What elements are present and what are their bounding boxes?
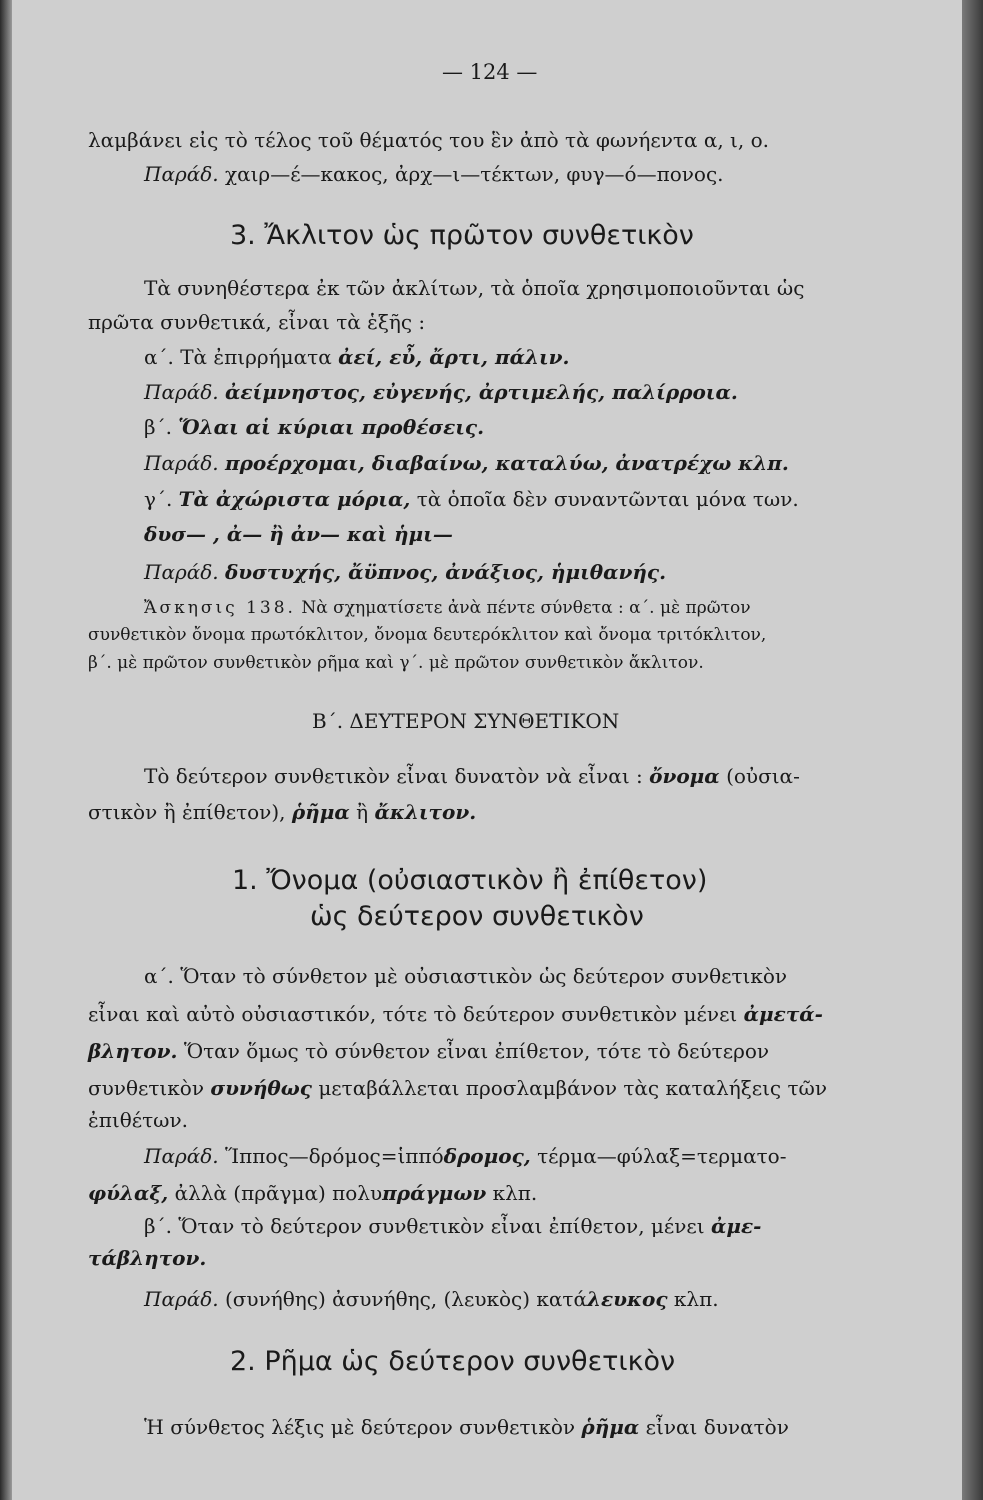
example-label: Παράδ. xyxy=(144,1144,219,1168)
example-line xyxy=(144,558,666,586)
text: Ἡ σύνθετος λέξις μὲ δεύτερον συνθετικὸν xyxy=(144,1415,576,1439)
text: τὰ ὁποῖα δὲν συναντῶνται μόνα των. xyxy=(416,487,799,511)
text-line xyxy=(144,1212,761,1240)
text: ἢ xyxy=(356,800,369,824)
text: εἶναι δυνατὸν xyxy=(645,1415,789,1439)
text: εἶναι καὶ αὐτὸ οὐσιαστικόν, τότε τὸ δεύτερον συνθετικὸν μένει xyxy=(88,1002,738,1026)
page-edge-shadow xyxy=(962,0,983,1500)
text-line: Τὰ συνηθέστερα ἐκ τῶν ἀκλίτων, τὰ ὁποῖα χρησιμοποιοῦνται ὡς xyxy=(144,276,805,300)
list-item-c xyxy=(144,485,799,513)
page-number: — 124 — xyxy=(442,60,538,84)
exercise-line xyxy=(144,596,751,620)
text-line: ἐπιθέτων. xyxy=(88,1108,189,1132)
bold-term: δρομος, xyxy=(443,1144,531,1168)
text: (οὐσια- xyxy=(726,764,800,788)
bold-term: ῥῆμα xyxy=(291,800,350,824)
text-line: λαμβάνει εἰς τὸ τέλος τοῦ θέματός του ἓν ἀπὸ τὰ φωνήεντα α, ι, ο. xyxy=(88,128,770,152)
bold-term: ἀμετά- xyxy=(743,1002,823,1026)
bold-term: Τὰ ἀχώριστα μόρια, xyxy=(178,487,411,511)
example-line xyxy=(144,1285,719,1313)
text: συνθετικὸν xyxy=(88,1076,204,1100)
text-line xyxy=(88,798,476,826)
section-heading-B: Β΄. ΔΕΥΤΕΡΟΝ ΣΥΝΘΕΤΙΚΟΝ xyxy=(312,709,620,733)
example-line xyxy=(144,378,738,406)
bold-term: ἀεί, εὖ, ἄρτι, πάλιν. xyxy=(338,345,570,369)
example-label: Παράδ. xyxy=(144,380,219,404)
bold-term: συνήθως xyxy=(210,1076,312,1100)
example-line xyxy=(88,1179,537,1207)
section-heading-1-cont: ὡς δεύτερον συνθετικὸν xyxy=(310,901,644,932)
text: Ἵππος—δρόμος=ἱππό xyxy=(224,1144,444,1168)
list-item-a xyxy=(144,343,570,371)
text: κλπ. xyxy=(492,1181,538,1205)
text-line xyxy=(144,762,800,790)
text: Ὅταν ὅμως τὸ σύνθετον εἶναι ἐπίθετον, τότε τὸ δεύτερον xyxy=(183,1039,770,1063)
example-label: Παράδ. xyxy=(144,451,219,475)
bold-term: φύλαξ, xyxy=(88,1181,169,1205)
section-heading-1: 1. Ὄνομα (οὐσιαστικὸν ἢ ἐπίθετον) xyxy=(232,865,708,896)
section-heading-3: 3. Ἄκλιτον ὡς πρῶτον συνθετικὸν xyxy=(230,220,694,251)
example-line xyxy=(144,160,724,188)
list-marker: γ΄. xyxy=(144,487,173,511)
example-text: προέρχομαι, διαβαίνω, καταλύω, ἀνατρέχω κλπ. xyxy=(224,451,789,475)
bold-term: ἄκλιτον. xyxy=(374,800,477,824)
exercise-line: συνθετικὸν ὄνομα πρωτόκλιτον, ὄνομα δευτερόκλιτον καὶ ὄνομα τριτόκλιτον, xyxy=(88,625,767,645)
bold-term: ὄνομα xyxy=(649,764,720,788)
text-line: α΄. Ὅταν τὸ σύνθετον μὲ οὐσιαστικὸν ὡς δεύτερον συνθετικὸν xyxy=(144,964,788,988)
example-text: δυστυχής, ἄϋπνος, ἀνάξιος, ἡμιθανής. xyxy=(224,560,667,584)
bold-term: τάβλητον. xyxy=(88,1246,207,1270)
exercise-line: β΄. μὲ πρῶτον συνθετικὸν ρῆμα καὶ γ΄. μὲ πρῶτον συνθετικὸν ἄκλιτον. xyxy=(88,653,704,673)
text: τέρμα—φύλαξ=τερματο- xyxy=(537,1144,787,1168)
section-heading-2: 2. Ρῆμα ὡς δεύτερον συνθετικὸν xyxy=(230,1346,676,1377)
list-marker: β΄. xyxy=(144,415,172,439)
example-label: Παράδ. xyxy=(144,1287,219,1311)
text: κλπ. xyxy=(673,1287,719,1311)
text: ἀλλὰ (πρᾶγμα) πολυ xyxy=(174,1181,383,1205)
text-line xyxy=(144,1413,789,1441)
text-line: πρῶτα συνθετικά, εἶναι τὰ ἑξῆς : xyxy=(88,310,426,334)
exercise-label: Ἄσκησις 138. xyxy=(144,598,296,618)
text-line xyxy=(88,1074,827,1102)
book-page xyxy=(12,0,962,1500)
text: (συνήθης) ἀσυνήθης, (λευκὸς) κατά xyxy=(224,1287,587,1311)
example-label: Παράδ. xyxy=(144,162,219,186)
example-text: χαιρ—έ—κακος, ἀρχ—ι—τέκτων, φυγ—ό—πονος. xyxy=(224,162,724,186)
text: στικὸν ἢ ἐπίθετον), xyxy=(88,800,286,824)
text-line xyxy=(88,1000,823,1028)
example-text: ἀείμνηστος, εὐγενής, ἀρτιμελής, παλίρροια. xyxy=(224,380,738,404)
exercise-text: Νὰ σχηματίσετε ἀνὰ πέντε σύνθετα : α΄. μὲ πρῶτον xyxy=(301,598,751,618)
list-item-b xyxy=(144,413,484,441)
text: μεταβάλλεται προσλαμβάνον τὰς καταλήξεις τῶν xyxy=(318,1076,828,1100)
text-line xyxy=(88,1037,769,1065)
example-line xyxy=(144,449,789,477)
bold-term: Ὅλαι αἱ κύριαι προθέσεις. xyxy=(178,415,485,439)
prefix-list: δυσ— , ἀ— ἢ ἀν— καὶ ἡμι— xyxy=(144,522,453,546)
bold-term: λευκος xyxy=(586,1287,668,1311)
list-marker: α΄. Τὰ ἐπιρρήματα xyxy=(144,345,332,369)
bold-term: ἀμε- xyxy=(710,1214,762,1238)
text: β΄. Ὅταν τὸ δεύτερον συνθετικὸν εἶναι ἐπίθετον, μένει xyxy=(144,1214,705,1238)
example-label: Παράδ. xyxy=(144,560,219,584)
book-spine-shadow xyxy=(0,0,12,1500)
bold-term: βλητον. xyxy=(88,1039,178,1063)
bold-term: ῥῆμα xyxy=(581,1415,640,1439)
text: Τὸ δεύτερον συνθετικὸν εἶναι δυνατὸν νὰ εἶναι : xyxy=(144,764,643,788)
bold-term: πράγμων xyxy=(382,1181,487,1205)
example-line xyxy=(144,1142,786,1170)
